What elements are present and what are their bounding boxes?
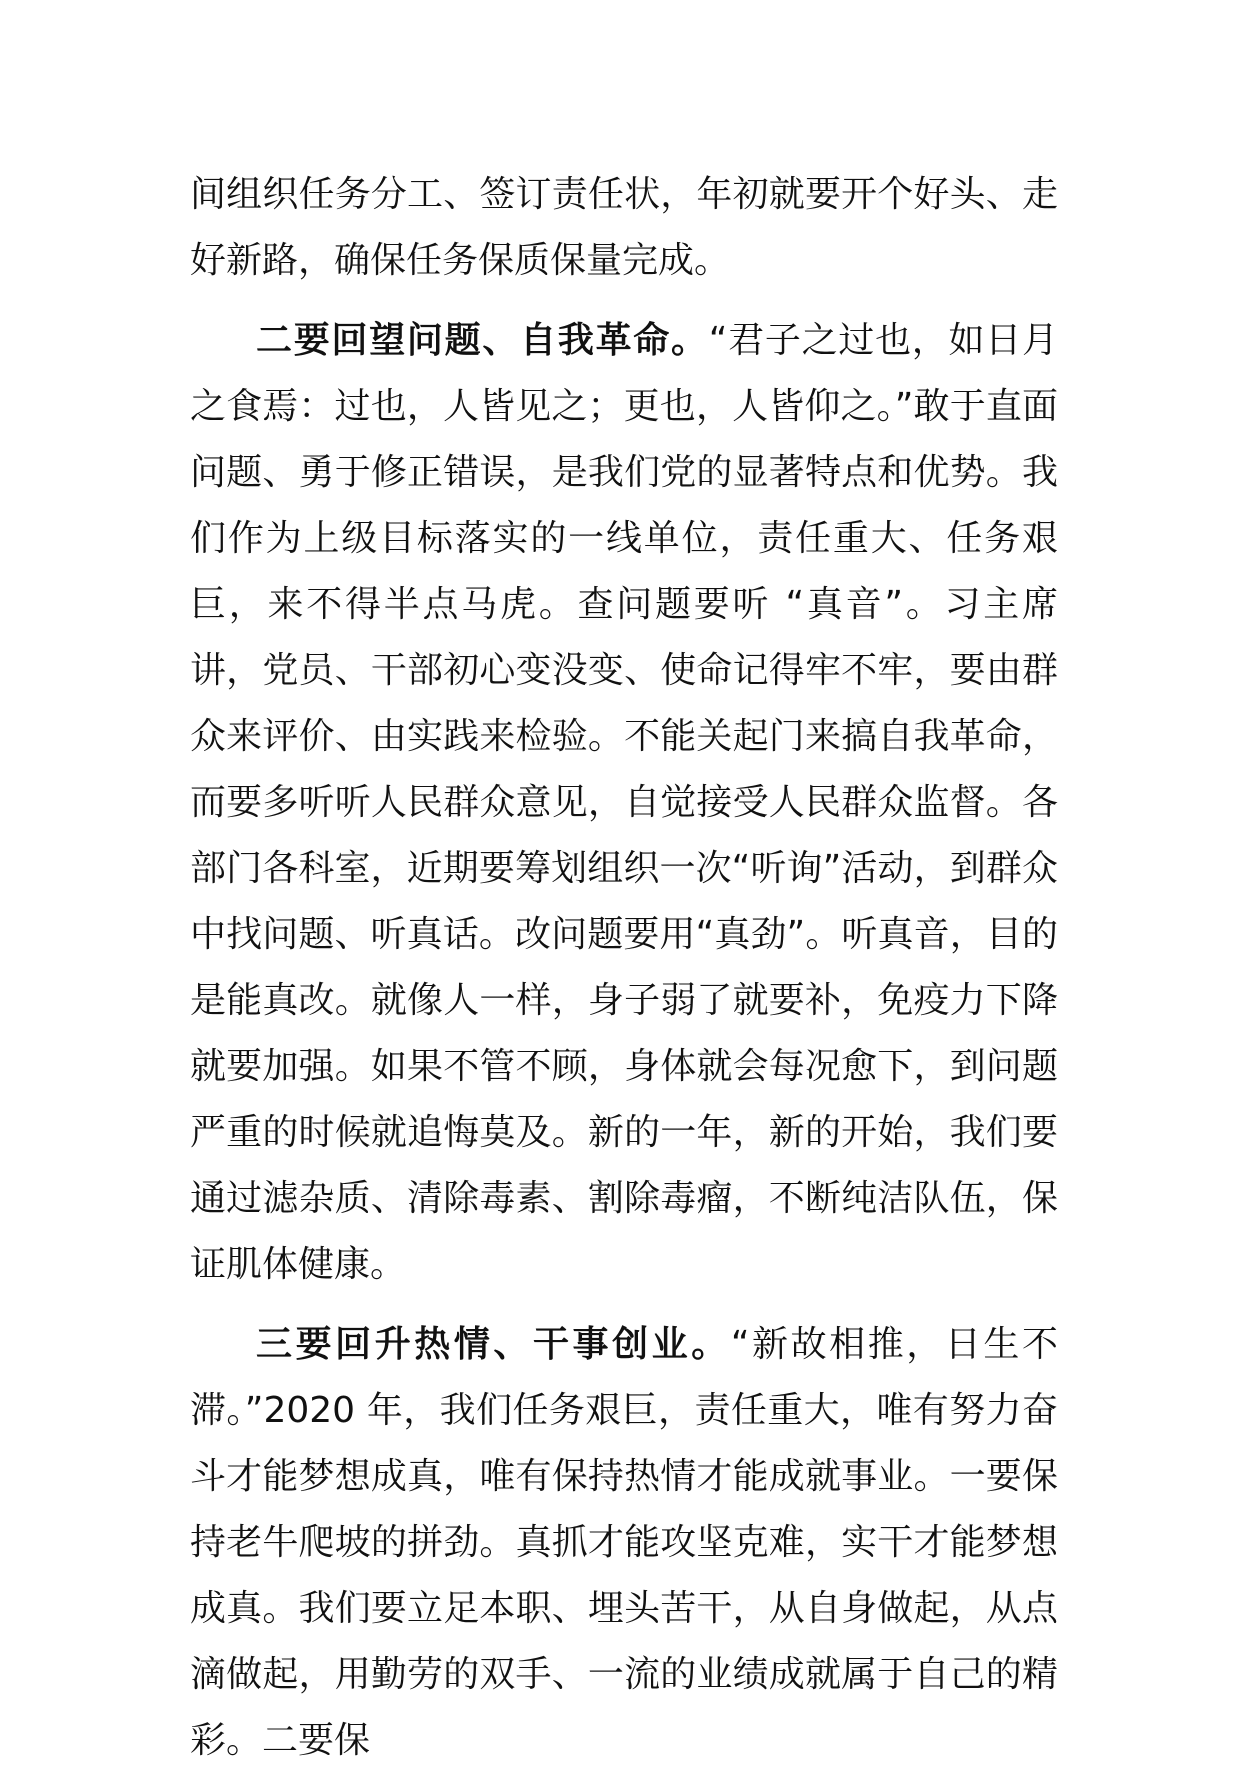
section-heading: 二要回望问题、自我革命。 — [256, 320, 709, 361]
document-page — [190, 162, 1058, 1788]
paragraph-text: “新故相推，日生不滞。”2020 年，我们任务艰巨，责任重大，唯有努力奋斗才能梦想成真，唯有保持热情才能成就事业。一要保持老牛爬坡的拼劲。真抓才能攻坚克难，实干才能梦想成真。我们要立足本职、埋头苦干，从自身做起，从点滴做起，用勤劳的双手、一流的业绩成就属于自己的精彩。二要保 — [190, 1324, 1058, 1761]
paragraph-text: “君子之过也，如日月之食焉：过也，人皆见之；更也，人皆仰之。”敢于直面问题、勇于修正错误，是我们党的显著特点和优势。我们作为上级目标落实的一线单位，责任重大、任务艰巨，来不得半点马虎。查问题要听 “真音”。习主席讲，党员、干部初心变没变、使命记得牢不牢，要由群众来评价、由实践来检验。不能关起门来搞自我革命，而要多听听人民群众意见，自觉接受人民群众监督。各部门各科室，近期要筹划组织一次“听询”活动，到群众中找问题、听真话。改问题要用“真劲”。听真音，目的是能真改。就像人一样，身子弱了就要补，免疫力下降就要加强。如果不管不顾，身体就会每况愈下，到问题严重的时候就追悔莫及。新的一年，新的开始，我们要通过滤杂质、清除毒素、割除毒瘤，不断纯洁队伍，保证肌体健康。 — [190, 320, 1058, 1285]
paragraph-section-three — [190, 1312, 1058, 1774]
paragraph-continuation — [190, 162, 1058, 294]
paragraph-text: 间组织任务分工、签订责任状，年初就要开个好头、走好新路，确保任务保质保量完成。 — [190, 174, 1058, 281]
section-heading: 三要回升热情、干事创业。 — [256, 1324, 731, 1365]
paragraph-section-two — [190, 308, 1058, 1298]
